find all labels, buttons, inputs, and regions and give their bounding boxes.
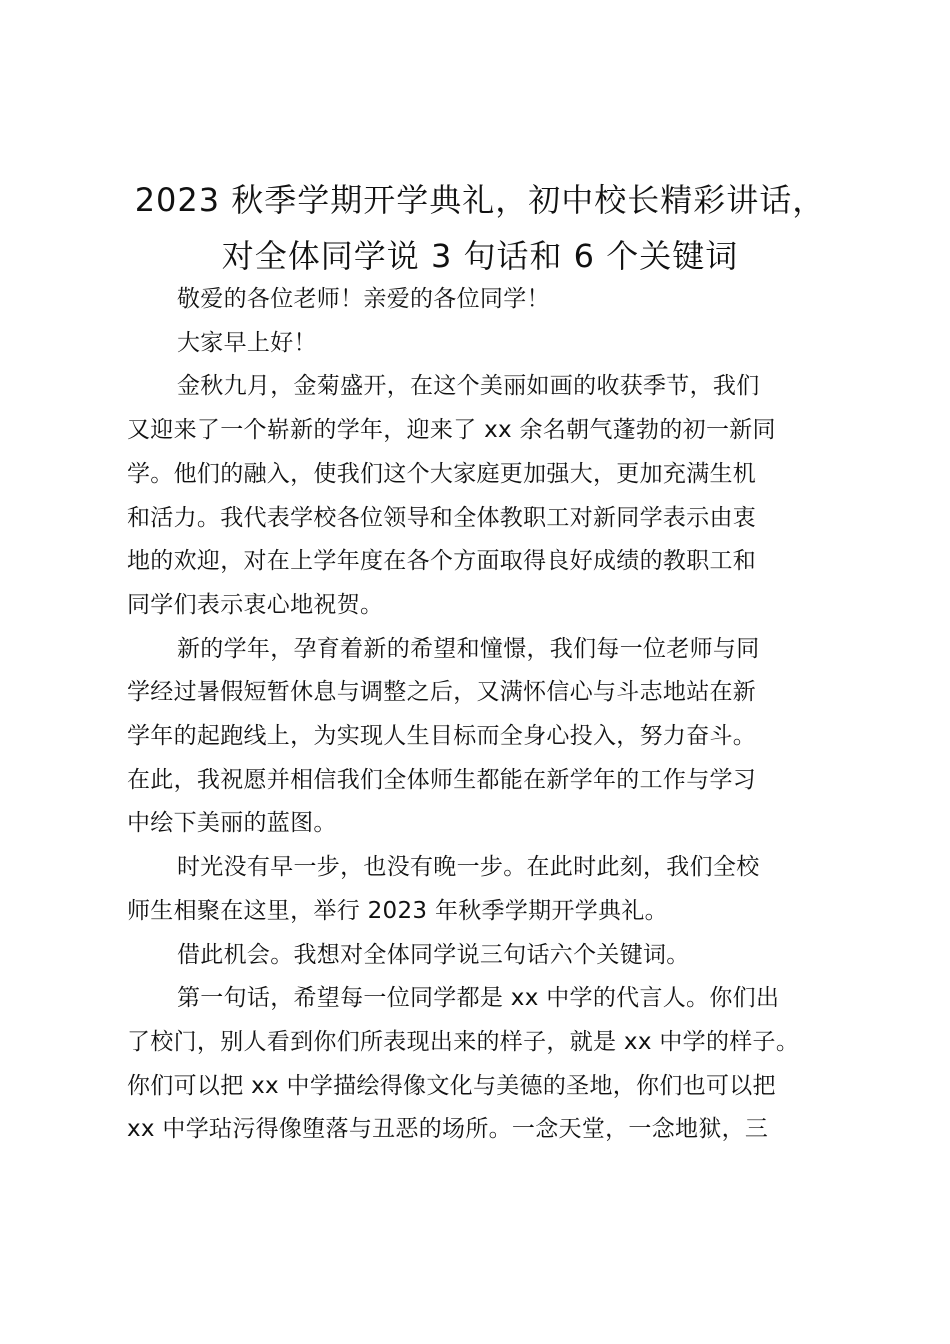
text-line: 借此机会。我想对全体同学说三句话六个关键词。 bbox=[177, 941, 690, 968]
paragraph bbox=[127, 278, 837, 322]
text-line: 大家早上好！ bbox=[177, 329, 317, 356]
text-line: 新的学年，孕育着新的希望和憧憬，我们每一位老师与同 bbox=[177, 635, 760, 662]
text-line: 学年的起跑线上，为实现人生目标而全身心投入，努力奋斗。 bbox=[127, 723, 757, 750]
paragraph bbox=[127, 322, 837, 366]
title-line: 对全体同学说 3 句话和 6 个关键词 bbox=[221, 237, 739, 275]
text-line: 又迎来了一个崭新的学年，迎来了 xx 余名朝气蓬勃的初一新同 bbox=[127, 417, 776, 444]
paragraph bbox=[127, 846, 837, 933]
text-line: 学。他们的融入，使我们这个大家庭更加强大，更加充满生机 bbox=[127, 460, 757, 487]
document-title bbox=[100, 172, 860, 284]
title-line: 2023 秋季学期开学典礼，初中校长精彩讲话， bbox=[134, 181, 826, 219]
text-line: 和活力。我代表学校各位领导和全体教职工对新同学表示由衷 bbox=[127, 504, 757, 531]
text-line: 第一句话，希望每一位同学都是 xx 中学的代言人。你们出 bbox=[177, 985, 780, 1012]
text-line: 时光没有早一步，也没有晚一步。在此时此刻，我们全校 bbox=[177, 854, 760, 881]
text-line: 学经过暑假短暂休息与调整之后，又满怀信心与斗志地站在新 bbox=[127, 679, 757, 706]
text-line: 在此，我祝愿并相信我们全体师生都能在新学年的工作与学习 bbox=[127, 766, 757, 793]
text-line: 敬爱的各位老师！亲爱的各位同学！ bbox=[177, 286, 550, 312]
paragraph bbox=[127, 365, 837, 627]
text-line: 金秋九月，金菊盛开，在这个美丽如画的收获季节，我们 bbox=[177, 373, 760, 400]
document-body bbox=[127, 278, 837, 1152]
text-line: 地的欢迎，对在上学年度在各个方面取得良好成绩的教职工和 bbox=[127, 548, 757, 575]
text-line: 你们可以把 xx 中学描绘得像文化与美德的圣地，你们也可以把 bbox=[127, 1072, 776, 1099]
text-line: 师生相聚在这里，举行 2023 年秋季学期开学典礼。 bbox=[127, 897, 668, 924]
text-line: 中绘下美丽的蓝图。 bbox=[127, 810, 337, 837]
paragraph bbox=[127, 628, 837, 847]
paragraph bbox=[127, 934, 837, 978]
text-line: xx 中学玷污得像堕落与丑恶的场所。一念天堂，一念地狱，三 bbox=[127, 1116, 769, 1143]
text-line: 了校门，别人看到你们所表现出来的样子，就是 xx 中学的样子。 bbox=[127, 1028, 800, 1055]
paragraph bbox=[127, 977, 837, 1152]
text-line: 同学们表示衷心地祝贺。 bbox=[127, 591, 384, 618]
